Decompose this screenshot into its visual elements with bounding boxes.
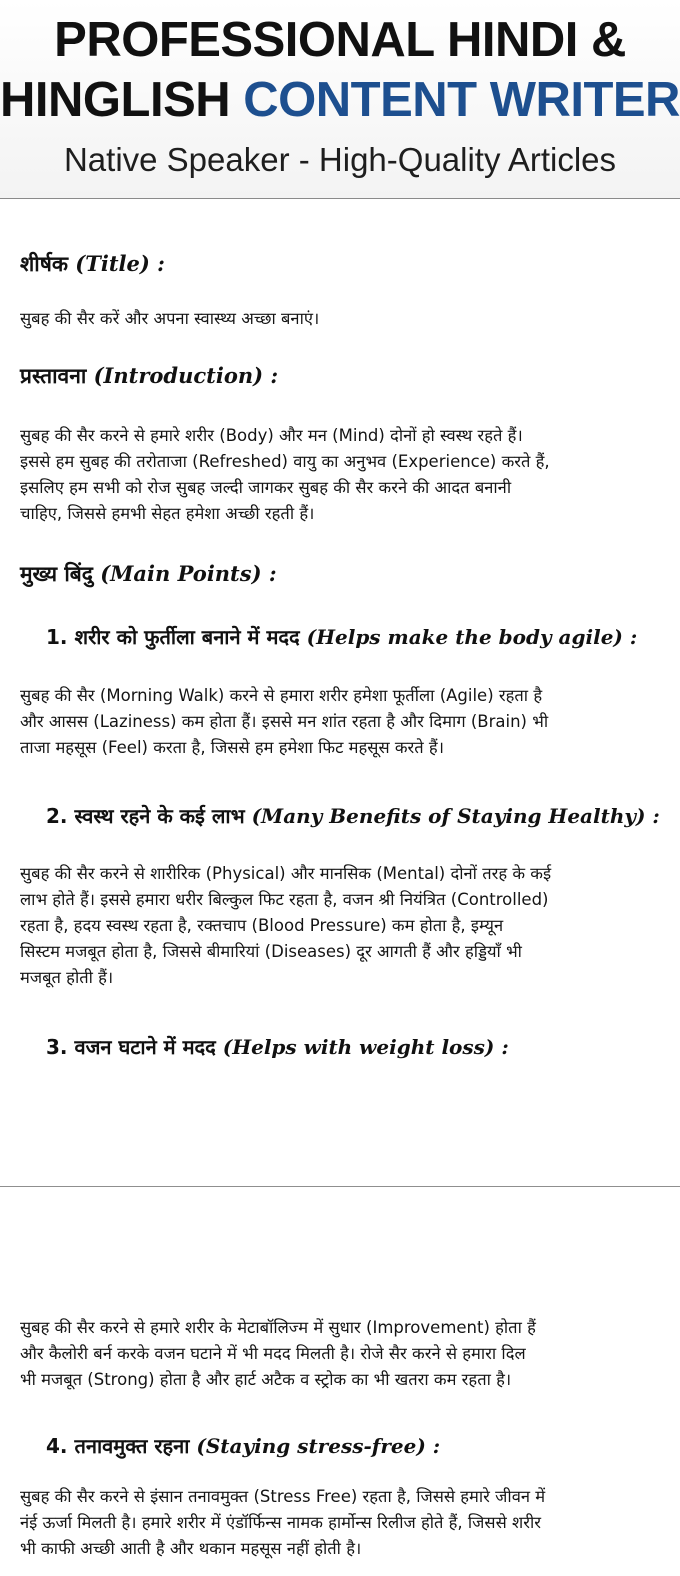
point-2-line: रहता है, हदय स्वस्थ रहता है, रक्तचाप (Blood Pressure) कम होता है, इम्यून (20, 916, 504, 935)
point-4-paragraph (20, 1484, 660, 1562)
point-2-line: लाभ होते हैं। इससे हमारा धरीर बिल्कुल फिट रहता है, वजन श्री नियंत्रित (Controlled) (20, 890, 549, 909)
point-2-line: सुबह की सैर करने से शारीरिक (Physical) और मानसिक (Mental) दोनों तरह के कई (20, 864, 552, 883)
intro-line: इससे हम सुबह की तरोताजा (Refreshed) वायु का अनुभव (Experience) करते हैं, (20, 452, 550, 471)
point-2-line: मजबूत होती हैं। (20, 968, 114, 987)
point-4-line: नंई ऊर्जा मिलती है। हमारे शरीर में एंडॉर्फिन्स नामक हार्मोन्स रिलीज होते हैं, जिससे शरीर (20, 1513, 541, 1532)
point-1-line: और आसस (Laziness) कम होता हैं। इससे मन शांत रहता है और दिमाग (Brain) भी (20, 712, 549, 731)
point-4-line: भी काफी अच्छी आती है और थकान महसूस नहीं होती है। (20, 1539, 362, 1558)
point-3-heading (46, 1033, 509, 1060)
main-points-heading-hindi: मुख्य बिंदु (20, 562, 101, 586)
main-points-heading (20, 560, 277, 588)
point-1-line: ताजा महसूस (Feel) करता है, जिससे हम हमेशा फिट महसूस करते हैं। (20, 738, 444, 757)
banner-title-line-2 (0, 72, 680, 128)
banner-title-line-1: PROFESSIONAL HINDI & (54, 13, 626, 67)
point-2-paragraph (20, 861, 660, 991)
banner-title-accent: CONTENT WRITER (243, 73, 680, 127)
point-4-line: सुबह की सैर करने से इंसान तनावमुक्त (Stress Free) रहता है, जिससे हमारे जीवन में (20, 1487, 546, 1506)
point-3-heading-english: (Helps with weight loss) : (222, 1035, 509, 1059)
point-4-heading-english: (Staying stress-free) : (196, 1434, 441, 1458)
intro-line: सुबह की सैर करने से हमारे शरीर (Body) और मन (Mind) दोनों हो स्वस्थ रहते हैं। (20, 426, 523, 445)
point-2-heading-hindi: 2. स्वस्थ रहने के कई लाभ (46, 804, 252, 828)
title-heading (20, 250, 165, 278)
title-heading-hindi: शीर्षक (20, 252, 76, 276)
point-1-line: सुबह की सैर (Morning Walk) करने से हमारा शरीर हमेशा फूर्तीला (Agile) रहता है (20, 686, 543, 705)
point-4-heading (46, 1432, 440, 1459)
intro-paragraph (20, 423, 660, 527)
point-2-heading-english: (Many Benefits of Staying Healthy) : (251, 804, 660, 828)
point-1-paragraph (20, 683, 660, 761)
header-banner (0, 0, 680, 199)
point-3-paragraph (20, 1315, 660, 1393)
title-text (20, 306, 660, 332)
point-1-heading (46, 623, 637, 650)
point-3-heading-hindi: 3. वजन घटाने में मदद (46, 1035, 223, 1059)
intro-heading-english: (Introduction) : (93, 363, 279, 388)
intro-line: इसलिए हम सभी को रोज सुबह जल्दी जागकर सुबह की सैर करने की आदत बनानी (20, 478, 512, 497)
banner-title-hinglish: HINGLISH (0, 73, 244, 127)
point-2-heading (46, 802, 660, 829)
page-divider (0, 1186, 680, 1187)
title-heading-english: (Title) : (75, 251, 165, 276)
point-3-line: सुबह की सैर करने से हमारे शरीर के मेटाबॉलिज्म में सुधार (Improvement) होता हैं (20, 1318, 536, 1337)
intro-heading (20, 362, 278, 390)
point-3-line: भी मजबूत (Strong) होता है और हार्ट अटैक व स्ट्रोक का भी खतरा कम रहता है। (20, 1370, 512, 1389)
main-points-heading-english: (Main Points) : (100, 561, 277, 586)
point-1-heading-english: (Helps make the body agile) : (306, 625, 638, 649)
point-3-line: और कैलोरी बर्न करके वजन घटाने में भी मदद मिलती है। रोजे सैर करने से हमारा दिल (20, 1344, 526, 1363)
point-2-line: सिस्टम मजबूत होता है, जिससे बीमारियां (Diseases) दूर आगती हैं और हड्डियाँ भी (20, 942, 522, 961)
title-text-line: सुबह की सैर करें और अपना स्वास्थ्य अच्छा बनाएं। (20, 309, 320, 328)
intro-line: चाहिए, जिससे हमभी सेहत हमेशा अच्छी रहती हैं। (20, 504, 315, 523)
point-1-heading-hindi: 1. शरीर को फुर्तीला बनाने में मदद (46, 625, 307, 649)
intro-heading-hindi: प्रस्तावना (20, 364, 94, 388)
point-4-heading-hindi: 4. तनावमुक्त रहना (46, 1434, 197, 1458)
banner-subtitle: Native Speaker - High-Quality Articles (63, 141, 617, 178)
